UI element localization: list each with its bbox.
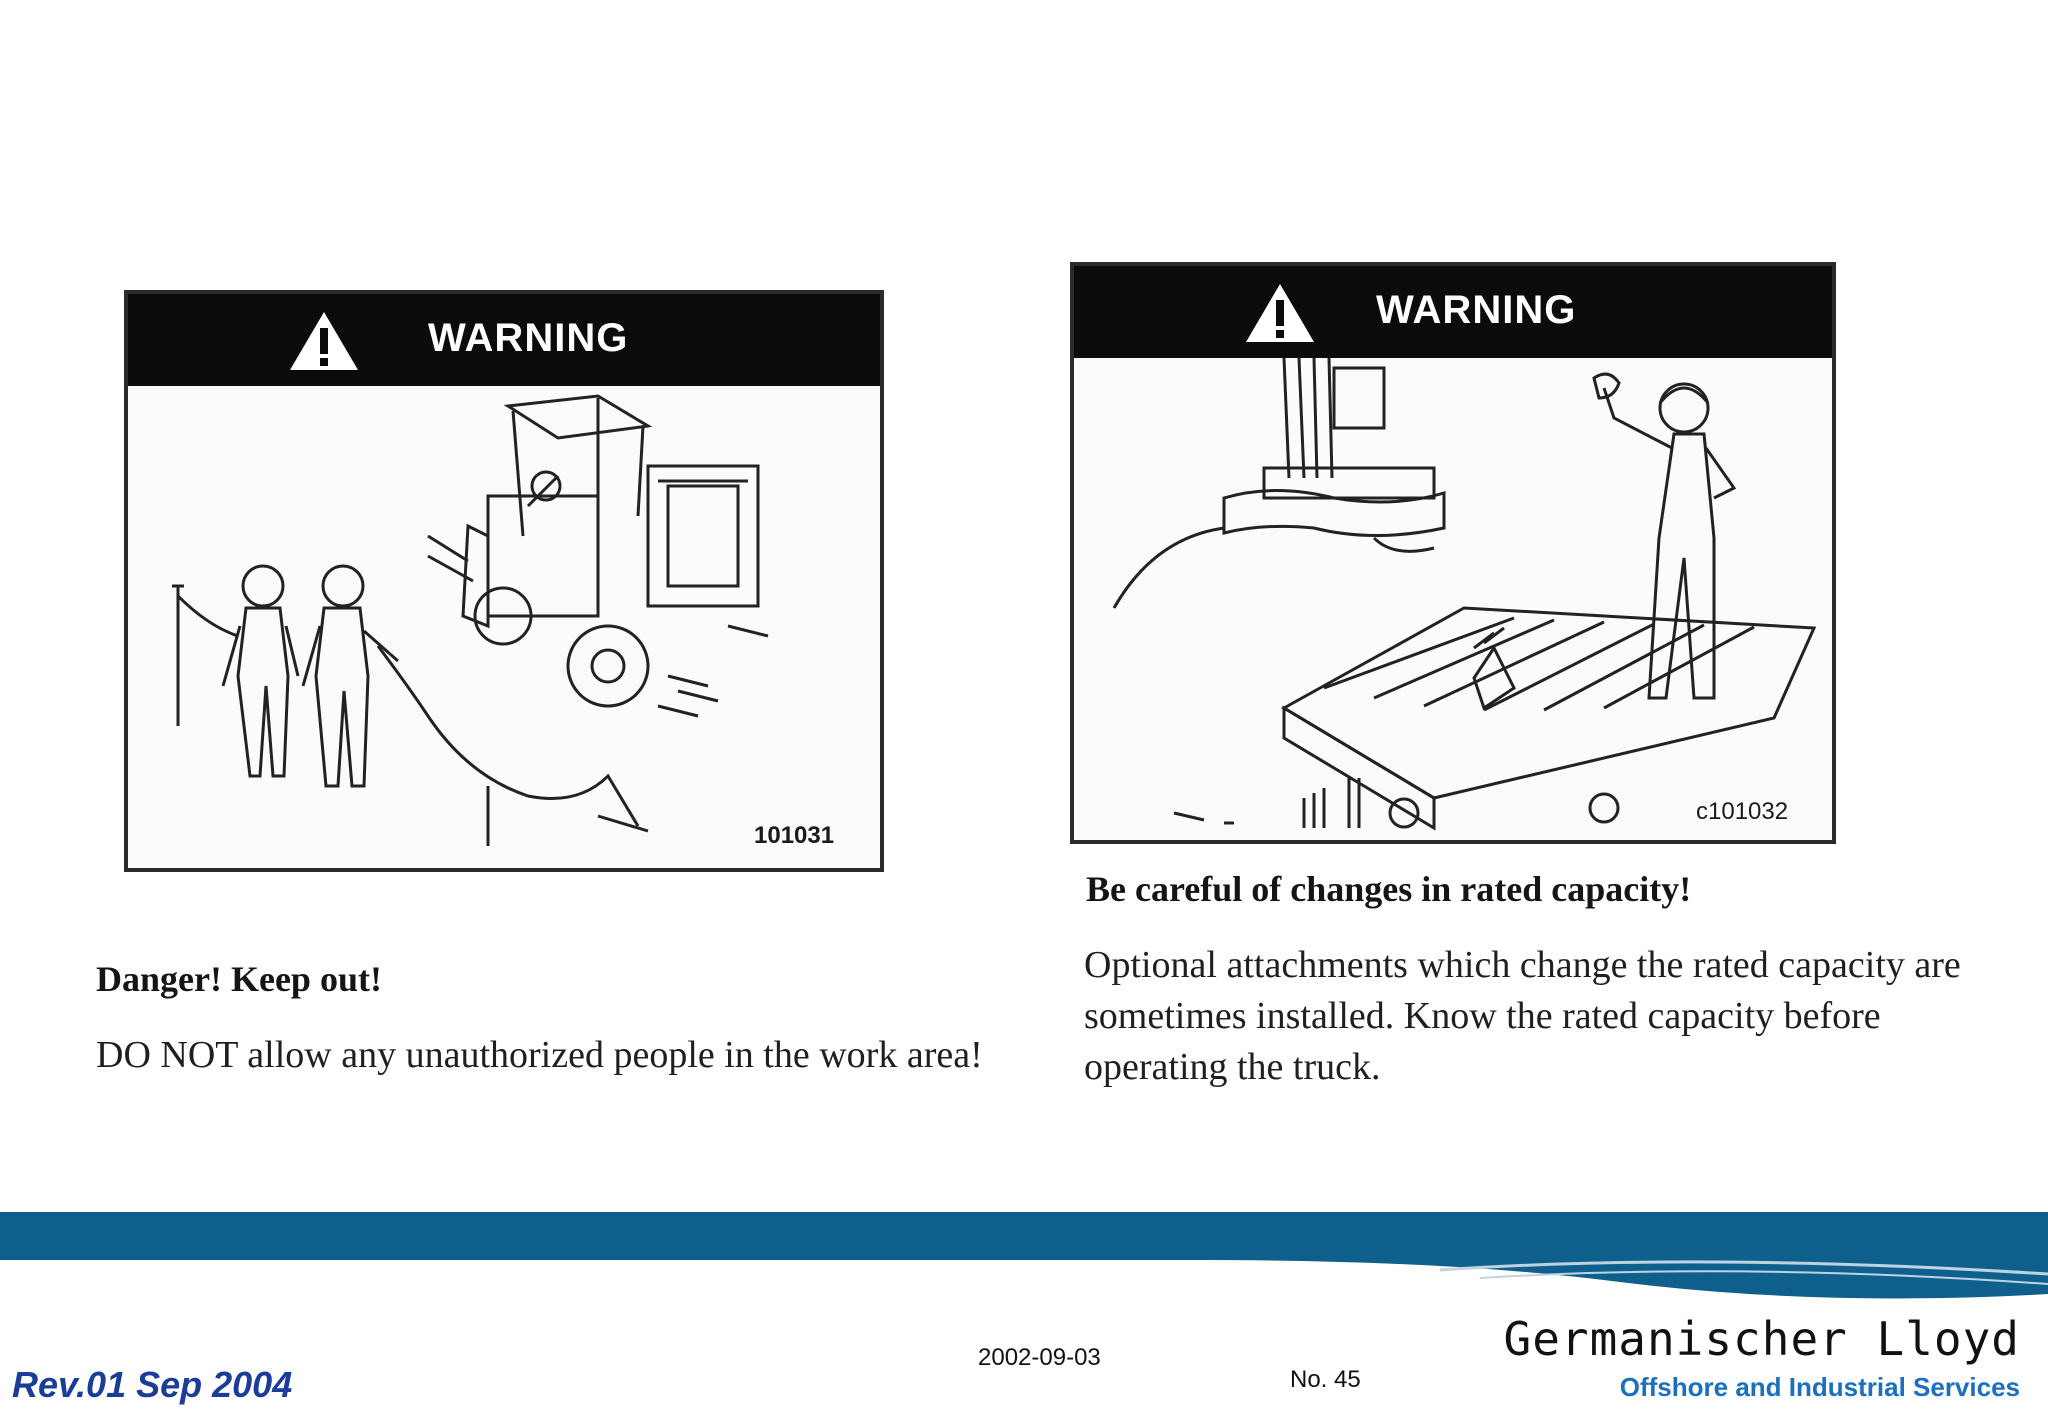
caption-title-keep-out: Danger! Keep out!: [96, 959, 382, 999]
warning-panel-keep-out: [124, 290, 884, 872]
footer-wave-band: [0, 1212, 2048, 1302]
panel-code: c101032: [1696, 798, 1789, 825]
warning-triangle-icon: [288, 308, 360, 374]
panel-code: 101031: [754, 822, 835, 849]
company-division: Offshore and Industrial Services: [1619, 1372, 2020, 1402]
warning-triangle-icon: [1244, 280, 1316, 346]
rated-capacity-illustration: [1074, 358, 1832, 838]
warning-label: WARNING: [428, 316, 629, 360]
caption-body-rated-capacity: Optional attachments which change the rated capacity are sometimes installed. Know the rated capacity before operating the truck.: [1084, 944, 1961, 1088]
caption-title-rated-capacity: Be careful of changes in rated capacity!: [1086, 869, 1692, 909]
caption-body-keep-out: DO NOT allow any unauthorized people in the work area!: [96, 1034, 983, 1076]
document-date: 2002-09-03: [978, 1344, 1101, 1371]
company-logo-text: Germanischer Lloyd: [1503, 1312, 2020, 1366]
page-number: No. 45: [1290, 1366, 1361, 1393]
warning-label: WARNING: [1376, 288, 1577, 332]
forklift-keep-out-illustration: [128, 386, 880, 866]
warning-header-bar: [128, 294, 880, 386]
revision-label: Rev.01 Sep 2004: [12, 1364, 293, 1405]
warning-panel-rated-capacity: [1070, 262, 1836, 844]
warning-header-bar: [1074, 266, 1832, 358]
